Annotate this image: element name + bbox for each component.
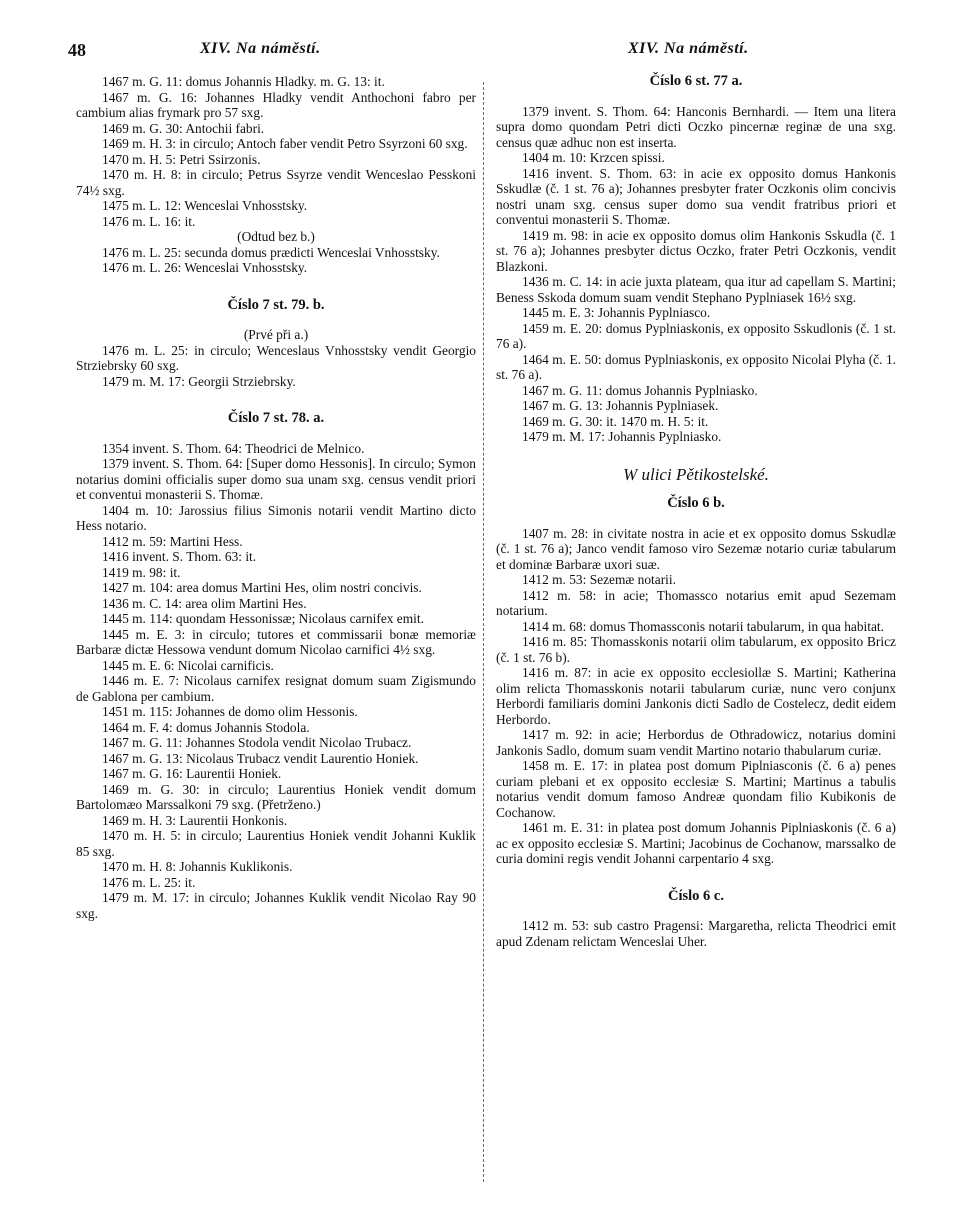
street-heading: W ulici Pětikostelské. <box>623 464 769 484</box>
section-heading: Číslo 7 st. 78. a. <box>227 410 325 426</box>
record-entry: 1464 m. F. 4: domus Johannis Stodola. <box>102 719 310 735</box>
running-head-right: XIV. Na náměstí. <box>628 40 749 57</box>
record-entry: 1436 m. C. 14: area olim Martini Hes. <box>102 595 307 611</box>
record-entry: 1445 m. E. 6: Nicolai carnificis. <box>102 657 274 673</box>
record-entry: 1379 invent. S. Thom. 64: Hanconis Bernhardi. — Item una litera supra domo quondam Petri dicti Oczko pincernæ reginæ de una sxg. census quæ adhuc non est inserta. <box>496 103 896 150</box>
record-entry: 1467 m. G. 16: Johannes Hladky vendit Anthochoni fabro per cambium alias frymark pro 57 sxg. <box>76 89 476 120</box>
record-entry: 1416 invent. S. Thom. 63: it. <box>102 549 257 564</box>
record-entry: 1467 m. G. 13: Nicolaus Trubacz vendit Laurentio Honiek. <box>102 750 419 766</box>
spacer <box>496 867 896 889</box>
record-entry: 1379 invent. S. Thom. 64: [Super domo Hessonis]. In circulo; Symon notarius domini officialis super domo sua unam sxg. census vendit priori et conventui monasterii S. Thomæ. <box>76 456 476 502</box>
record-entry: 1461 m. E. 31: in platea post domum Johannis Piplniaskonis (č. 6 a) ac ex opposito ecclesiæ S. Martini; Jacobinus de Cochanow, marssalko de curia domini regis vendit Johanni carpentario 4 sxg. <box>496 820 896 866</box>
record-entry: 1404 m. 10: Jarossius filius Simonis notarii vendit Martino dicto Hess notario. <box>76 502 476 533</box>
record-entry: 1467 m. G. 11: domus Johannis Pyplniasko. <box>522 382 758 398</box>
record-entry: 1427 m. 104: area domus Martini Hes, olim nostri concivis. <box>102 580 422 595</box>
right-column <box>496 74 896 949</box>
section-heading: Číslo 6 st. 77 a. <box>649 73 743 89</box>
record-entry: 1416 invent. S. Thom. 63: in acie ex opposito domus Hankonis Sskudlæ (č. 1 st. 76 a); Johannes presbyter frater Oczkonis olim concivis nostri unam sxg. census super domo sua vendit fratribus priori et conventui monasterii S. Thomæ. <box>496 165 896 227</box>
running-head-left: XIV. Na náměstí. <box>200 40 321 57</box>
record-entry: 1470 m. H. 8: in circulo; Petrus Ssyrze vendit Wenceslao Pesskoni 74½ sxg. <box>76 167 476 198</box>
record-entry: 1412 m. 53: sub castro Pragensi: Margaretha, relicta Theodrici emit apud Zdenam relictam Wenceslai Uher. <box>496 918 896 949</box>
record-entry: 1469 m. H. 3: in circulo; Antoch faber vendit Petro Ssyrzoni 60 sxg. <box>102 136 468 151</box>
record-entry: 1469 m. G. 30: it. 1470 m. H. 5: it. <box>522 413 709 429</box>
record-entry: 1419 m. 98: in acie ex opposito domus olim Hankonis Sskudla (č. 1 st. 76 a); Johannes presbyter dictus Oczko, frater Petri Oczkonis, vendit Blazkoni. <box>496 227 896 274</box>
spacer <box>76 389 476 411</box>
column-divider <box>483 82 485 1182</box>
record-entry: 1470 m. H. 5: in circulo; Laurentius Honiek vendit Johanni Kuklik 85 sxg. <box>76 828 476 859</box>
editorial-note: (Odtud bez b.) <box>237 229 315 244</box>
record-entry: 1436 m. C. 14: in acie juxta plateam, qua itur ad capellam S. Martini; Beness Sskoda domum suam vendit Stephano Pyplniasek 16½ sxg. <box>496 274 896 305</box>
record-entry: 1445 m. E. 3: in circulo; tutores et commissarii bonæ memoriæ Barbaræ dictæ Hessowa vendunt domum Nicolao carnifici 4½ sxg. <box>76 626 476 657</box>
record-entry: 1476 m. L. 26: Wenceslai Vnhosstsky. <box>102 260 308 275</box>
record-entry: 1470 m. H. 5: Petri Ssirzonis. <box>102 151 261 167</box>
record-entry: 1467 m. G. 16: Laurentii Honiek. <box>102 766 282 781</box>
record-entry: 1476 m. L. 25: secunda domus prædicti Wenceslai Vnhosstsky. <box>102 244 440 260</box>
record-entry: 1467 m. G. 11: Johannes Stodola vendit Nicolao Trubacz. <box>102 735 412 750</box>
spacer <box>496 512 896 526</box>
record-entry: 1479 m. M. 17: in circulo; Johannes Kuklik vendit Nicolao Ray 90 sxg. <box>76 890 476 921</box>
record-entry: 1451 m. 115: Johannes de domo olim Hessonis. <box>102 704 358 719</box>
spacer <box>76 427 476 441</box>
spacer <box>496 904 896 918</box>
record-entry: 1445 m. E. 3: Johannis Pyplniasco. <box>522 305 711 320</box>
record-entry: 1467 m. G. 13: Johannis Pyplniasek. <box>522 398 719 413</box>
record-entry: 1354 invent. S. Thom. 64: Theodrici de Melnico. <box>102 440 365 456</box>
record-entry: 1469 m. G. 30: Antochii fabri. <box>102 120 265 136</box>
record-entry: 1459 m. E. 20: domus Pyplniaskonis, ex opposito Sskudlonis (č. 1 st. 76 a). <box>496 320 896 351</box>
record-entry: 1469 m. H. 3: Laurentii Honkonis. <box>102 812 288 828</box>
record-entry: 1417 m. 92: in acie; Herbordus de Othradowicz, notarius domini Jankonis Sadlo, domum suam vendit Martino notario thabularum curiæ. <box>496 727 896 758</box>
record-entry: 1446 m. E. 7: Nicolaus carnifex resignat domum suam Zigismundo de Gablona per cambium. <box>76 673 476 704</box>
record-entry: 1407 m. 28: in civitate nostra in acie et ex opposito domus Sskudlæ (č. 1 st. 76 a); Janco vendit famoso viro Sezemæ notario curiæ tabularum et dominæ Barbaræ uxori suæ. <box>496 525 896 572</box>
spacer <box>496 445 896 467</box>
record-entry: 1412 m. 58: in acie; Thomassco notarius emit apud Sezemam notarium. <box>496 587 896 618</box>
record-entry: 1476 m. L. 16: it. <box>102 213 196 229</box>
spacer <box>496 90 896 104</box>
section-heading: Číslo 6 b. <box>667 495 725 511</box>
record-entry: 1467 m. G. 11: domus Johannis Hladky. m. G. 13: it. <box>102 74 385 89</box>
record-entry: 1464 m. E. 50: domus Pyplniaskonis, ex opposito Nicolai Plyha (č. 1. st. 76 a). <box>496 351 896 382</box>
record-entry: 1476 m. L. 25: in circulo; Wenceslaus Vnhosstsky vendit Georgio Strziebrsky 60 sxg. <box>76 342 476 373</box>
record-entry: 1412 m. 59: Martini Hess. <box>102 533 243 549</box>
left-column <box>76 74 476 921</box>
editorial-note: (Prvé při a.) <box>243 327 309 342</box>
record-entry: 1479 m. M. 17: Georgii Strziebrsky. <box>102 373 296 389</box>
spacer <box>76 276 476 298</box>
record-entry: 1470 m. H. 8: Johannis Kuklikonis. <box>102 859 293 874</box>
record-entry: 1458 m. E. 17: in platea post domum Piplniasconis (č. 6 a) penes curiam plebani et ex opposito ecclesiæ S. Martini; Martinus a tabulis notarius vendit domum famoso Andreæ quondam filio Kubikonis de Cochanow. <box>496 758 896 820</box>
record-entry: 1412 m. 53: Sezemæ notarii. <box>522 572 676 587</box>
section-heading: Číslo 6 c. <box>668 887 724 904</box>
record-entry: 1416 m. 85: Thomasskonis notarii olim tabularum, ex opposito Bricz (č. 1 st. 76 b). <box>496 634 896 665</box>
record-entry: 1475 m. L. 12: Wenceslai Vnhosstsky. <box>102 198 308 213</box>
section-heading: Číslo 7 st. 79. b. <box>227 296 325 313</box>
record-entry: 1476 m. L. 25: it. <box>102 874 196 890</box>
page-number: 48 <box>68 40 86 60</box>
spacer <box>496 482 896 496</box>
record-entry: 1469 m. G. 30: in circulo; Laurentius Honiek vendit domum Bartolomæo Marssalkoni 79 sxg. (Přetrženo.) <box>76 781 476 812</box>
record-entry: 1479 m. M. 17: Johannis Pyplniasko. <box>522 429 722 444</box>
record-entry: 1419 m. 98: it. <box>102 564 181 580</box>
record-entry: 1445 m. 114: quondam Hessonissæ; Nicolaus carnifex emit. <box>102 611 424 626</box>
record-entry: 1404 m. 10: Krzcen spissi. <box>522 150 665 165</box>
record-entry: 1414 m. 68: domus Thomassconis notarii tabularum, in qua habitat. <box>522 618 884 634</box>
record-entry: 1416 m. 87: in acie ex opposito ecclesiollæ S. Martini; Katherina olim relicta Thomasskonis notarii tabularum curiæ, nunc vero conjunx Herbordi familiaris domini Jankonis dicti Sadlo de Costelecz, dedit eidem Herbordo. <box>496 665 896 727</box>
spacer <box>76 313 476 327</box>
